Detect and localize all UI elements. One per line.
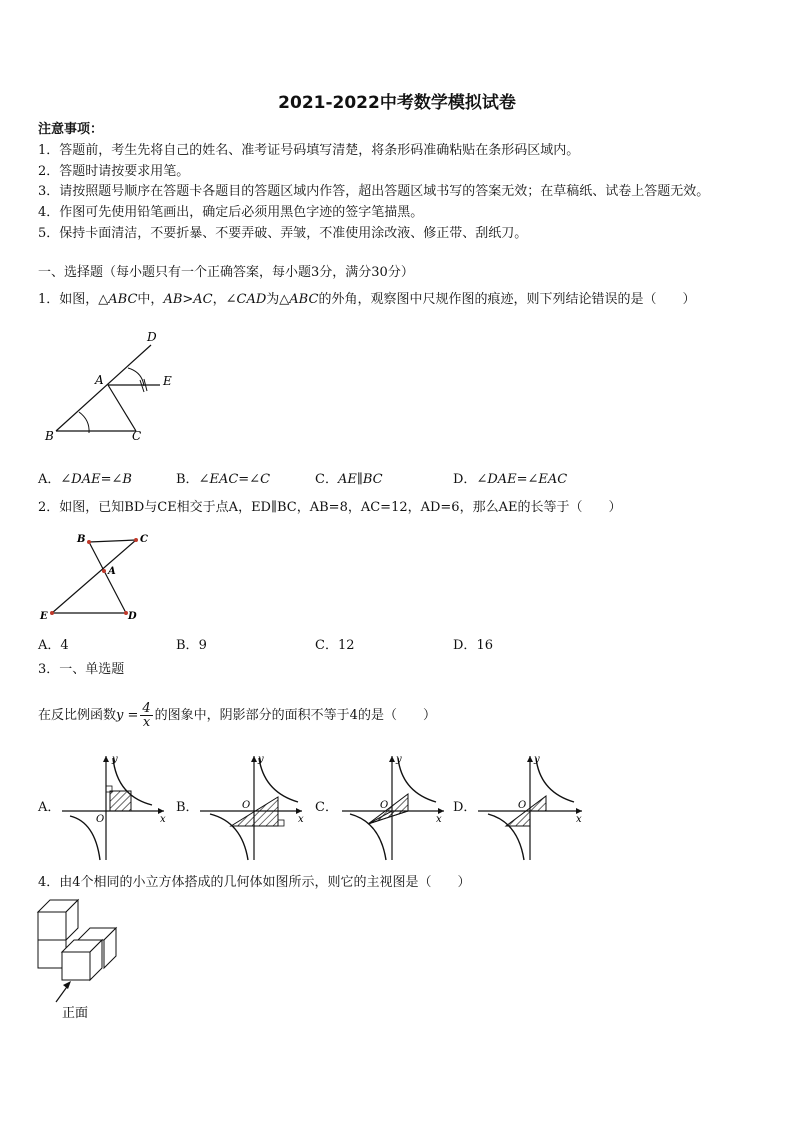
q2-label-d: D — [128, 611, 137, 622]
front-arrow-head — [63, 981, 71, 989]
x-label: x — [160, 814, 166, 825]
q2-line-bc — [89, 540, 136, 542]
origin-label: O — [242, 800, 251, 811]
option-text: 4 — [60, 638, 69, 653]
q1-text-part: 中， — [137, 292, 164, 307]
notice-item-1: 1．答题前，考生先将自己的姓名、准考证号码填写清楚，将条形码准确粘贴在条形码区域内。 — [38, 143, 580, 158]
option-text: 12 — [337, 638, 355, 653]
hyperbola-branch-1 — [398, 758, 436, 802]
q1-text-part: 为 — [266, 292, 280, 307]
option-key: A． — [38, 638, 61, 653]
y-axis-arrow — [389, 756, 395, 762]
notice-item-3: 3．请按照题号顺序在答题卡各题目的答题区域内作答，超出答题区域书写的答案无效；在草稿纸、试卷上答题无效。 — [38, 184, 710, 199]
option-key: C． — [315, 638, 338, 653]
hyperbola-branch-2 — [350, 814, 386, 860]
q2-label-e: E — [40, 611, 48, 622]
origin-label: O — [96, 814, 105, 825]
q2-label-b: B — [77, 534, 86, 545]
q2-point-e — [50, 611, 54, 615]
question-3-heading: 3．一、单选题 — [38, 662, 125, 677]
q3-option-d[interactable]: D． — [453, 800, 477, 815]
q1-label-d: D — [147, 330, 157, 344]
q1-line-ac — [108, 385, 136, 431]
q3-option-b[interactable]: B． — [176, 800, 199, 815]
hyperbola-branch-1 — [259, 758, 298, 802]
option-text: AE∥BC — [337, 472, 383, 487]
option-key: A． — [38, 472, 61, 487]
y-label: y — [112, 754, 118, 765]
q2-label-c: C — [140, 534, 148, 545]
q1-figure — [36, 328, 186, 446]
notice-heading: 注意事项： — [38, 122, 104, 137]
q1-inequality: AB>AC — [163, 292, 213, 307]
q2-point-b — [87, 540, 91, 544]
q1-comma: ， — [212, 292, 226, 307]
y-label: y — [258, 754, 264, 765]
option-text: ∠EAC=∠C — [198, 472, 271, 487]
q3-option-a[interactable]: A． — [38, 800, 61, 815]
option-key: D． — [453, 472, 477, 487]
option-text: 9 — [198, 638, 207, 653]
q1-angle: ∠CAD — [225, 292, 267, 307]
q3-function-lhs: y = — [116, 708, 139, 723]
y-axis-arrow — [251, 756, 257, 762]
question-4-text: 4．由4个相同的小立方体搭成的几何体如图所示，则它的主视图是（ ） — [38, 875, 471, 890]
right-angle-mark — [278, 820, 284, 826]
page-title: 2021-2022中考数学模拟试卷 — [278, 93, 516, 113]
q3-option-c[interactable]: C． — [315, 800, 338, 815]
x-label: x — [298, 814, 304, 825]
y-label: y — [396, 754, 402, 765]
q4-figure — [36, 898, 126, 1023]
q1-triangle: △ABC — [98, 292, 138, 307]
option-text: ∠DAE=∠EAC — [476, 472, 568, 487]
q3-graph-b — [198, 752, 308, 862]
q2-point-a — [102, 569, 106, 573]
q1-number: 1．如图， — [38, 292, 99, 307]
q2-option-a[interactable] — [38, 634, 69, 653]
q2-option-d[interactable] — [453, 634, 493, 653]
origin-label: O — [380, 800, 389, 811]
q1-option-a[interactable] — [38, 468, 132, 487]
q1-label-e: E — [163, 374, 172, 388]
q2-point-c — [134, 538, 138, 542]
option-text: ∠DAE=∠B — [60, 472, 132, 487]
q2-label-a: A — [108, 566, 116, 577]
front-label: 正面 — [62, 1006, 89, 1021]
q3-fraction — [140, 702, 152, 729]
q1-triangle: △ABC — [279, 292, 319, 307]
option-key: B． — [176, 472, 199, 487]
q2-option-b[interactable] — [176, 634, 207, 653]
x-label: x — [436, 814, 442, 825]
y-axis-arrow — [527, 756, 533, 762]
y-axis-arrow — [103, 756, 109, 762]
section-heading: 一、选择题（每小题只有一个正确答案，每小题3分，满分30分） — [38, 265, 414, 280]
notice-item-2: 2．答题时请按要求用笔。 — [38, 164, 190, 179]
shaded-region-lower — [368, 811, 408, 824]
q1-option-c[interactable] — [315, 468, 383, 487]
option-key: D． — [453, 638, 477, 653]
q3-text-pre: 在反比例函数 — [38, 708, 117, 723]
q3-fraction-numerator: 4 — [142, 701, 151, 716]
question-1-text — [38, 291, 695, 309]
q1-option-b[interactable] — [176, 468, 270, 487]
q3-graph-c — [340, 752, 450, 862]
q1-label-b: B — [45, 429, 54, 443]
q1-label-c: C — [132, 429, 142, 443]
shaded-region — [110, 791, 131, 811]
option-text: 16 — [476, 638, 493, 653]
option-key: B． — [176, 638, 199, 653]
origin-label: O — [518, 800, 527, 811]
q1-option-d[interactable] — [453, 468, 567, 487]
q3-fraction-denominator: x — [142, 715, 151, 730]
question-3-text — [38, 702, 436, 729]
q1-arc-b — [79, 412, 89, 433]
cube-top-front — [38, 912, 66, 940]
q3-text-post: 的图象中，阴影部分的面积不等于4的是（ ） — [154, 708, 436, 723]
notice-item-5: 5．保持卡面清洁，不要折暴、不要弄破、弄皱，不准使用涂改液、修正带、刮纸刀。 — [38, 226, 528, 241]
option-key: C． — [315, 472, 338, 487]
hyperbola-branch-1 — [536, 758, 574, 802]
q3-graph-d — [476, 752, 588, 862]
cube-front-face — [62, 952, 90, 980]
q3-graph-a — [60, 752, 170, 862]
q2-line-bd — [89, 542, 126, 613]
x-label: x — [576, 814, 582, 825]
q1-line-bd — [56, 345, 151, 431]
q2-figure — [36, 530, 156, 625]
y-label: y — [534, 754, 540, 765]
q1-text-rest: 的外角，观察图中尺规作图的痕迹，则下列结论错误的是（ ） — [318, 292, 696, 307]
question-2-text: 2．如图，已知BD与CE相交于点A，ED∥BC，AB=8，AC=12，AD=6，那么AE的长等于（ ） — [38, 500, 622, 515]
notice-item-4: 4．作图可先使用铅笔画出，确定后必须用黑色字迹的签字笔描黑。 — [38, 205, 424, 220]
q1-label-a: A — [95, 373, 104, 387]
q2-option-c[interactable] — [315, 634, 355, 653]
